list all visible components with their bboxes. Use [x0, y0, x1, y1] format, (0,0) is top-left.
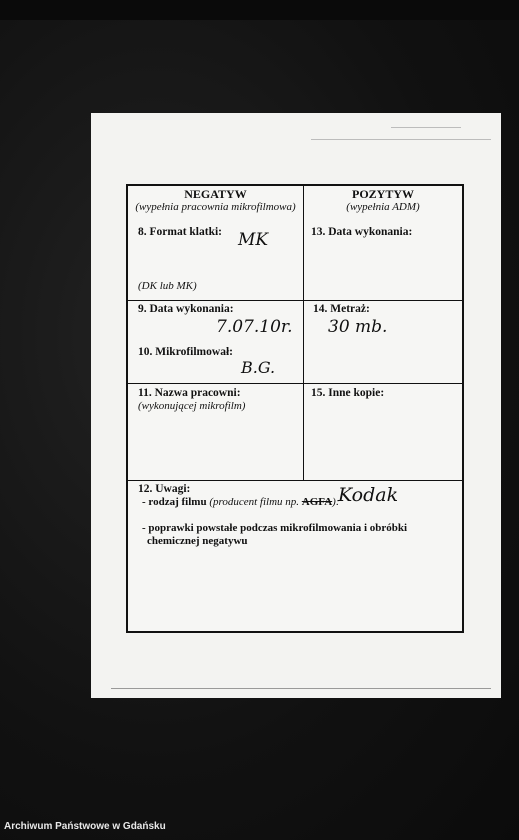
- paper-mark: [311, 139, 491, 140]
- negatyw-subtitle: (wypełnia pracownia mikrofilmowa): [135, 201, 296, 213]
- pozytyw-subtitle: (wypełnia ADM): [346, 201, 420, 213]
- negatyw-header: NEGATYW: [184, 187, 247, 201]
- field-12-label: 12. Uwagi:: [138, 483, 191, 495]
- field-11-label: 11. Nazwa pracowni:: [138, 387, 241, 399]
- film-edge: [0, 0, 519, 20]
- paper-mark: [111, 688, 491, 689]
- field-10-label: 10. Mikrofilmował:: [138, 346, 233, 358]
- row-divider: [128, 300, 462, 301]
- film-type-label: - rodzaj filmu: [142, 496, 207, 508]
- field-9-label: 9. Data wykonania:: [138, 303, 234, 315]
- field-13-label: 13. Data wykonania:: [311, 226, 413, 238]
- pozytyw-header: POZYTYW: [351, 187, 414, 201]
- field-12-film-value: Kodak: [338, 484, 399, 506]
- column-divider: [303, 186, 304, 480]
- archive-name: Archiwum Państwowe w Gdańsku: [4, 821, 166, 832]
- field-12-film-line: [142, 496, 339, 509]
- microfilm-record-form: [126, 184, 464, 633]
- paper-mark: [391, 127, 461, 128]
- row-divider: [128, 383, 462, 384]
- field-11-note: (wykonującej mikrofilm): [138, 400, 246, 412]
- film-note-close: ):: [332, 496, 340, 508]
- film-producent-note: (producent filmu np.: [209, 496, 300, 508]
- field-8-note: (DK lub MK): [138, 280, 197, 292]
- field-14-label: 14. Metraż:: [313, 303, 370, 315]
- field-8-value: MK: [238, 230, 269, 250]
- film-struck-example: AGFA: [301, 496, 333, 508]
- field-10-value: B.G.: [241, 358, 276, 377]
- field-9-value: 7.07.10r.: [216, 317, 293, 337]
- field-8-label: 8. Format klatki:: [138, 226, 223, 238]
- row-divider: [128, 480, 462, 481]
- field-14-value: 30 mb.: [328, 317, 388, 337]
- field-15-label: 15. Inne kopie:: [311, 387, 385, 399]
- field-12-fixes-line2: chemicznej negatywu: [147, 535, 248, 547]
- field-12-fixes-line1: - poprawki powstałe podczas mikrofilmowania i obróbki: [142, 522, 408, 534]
